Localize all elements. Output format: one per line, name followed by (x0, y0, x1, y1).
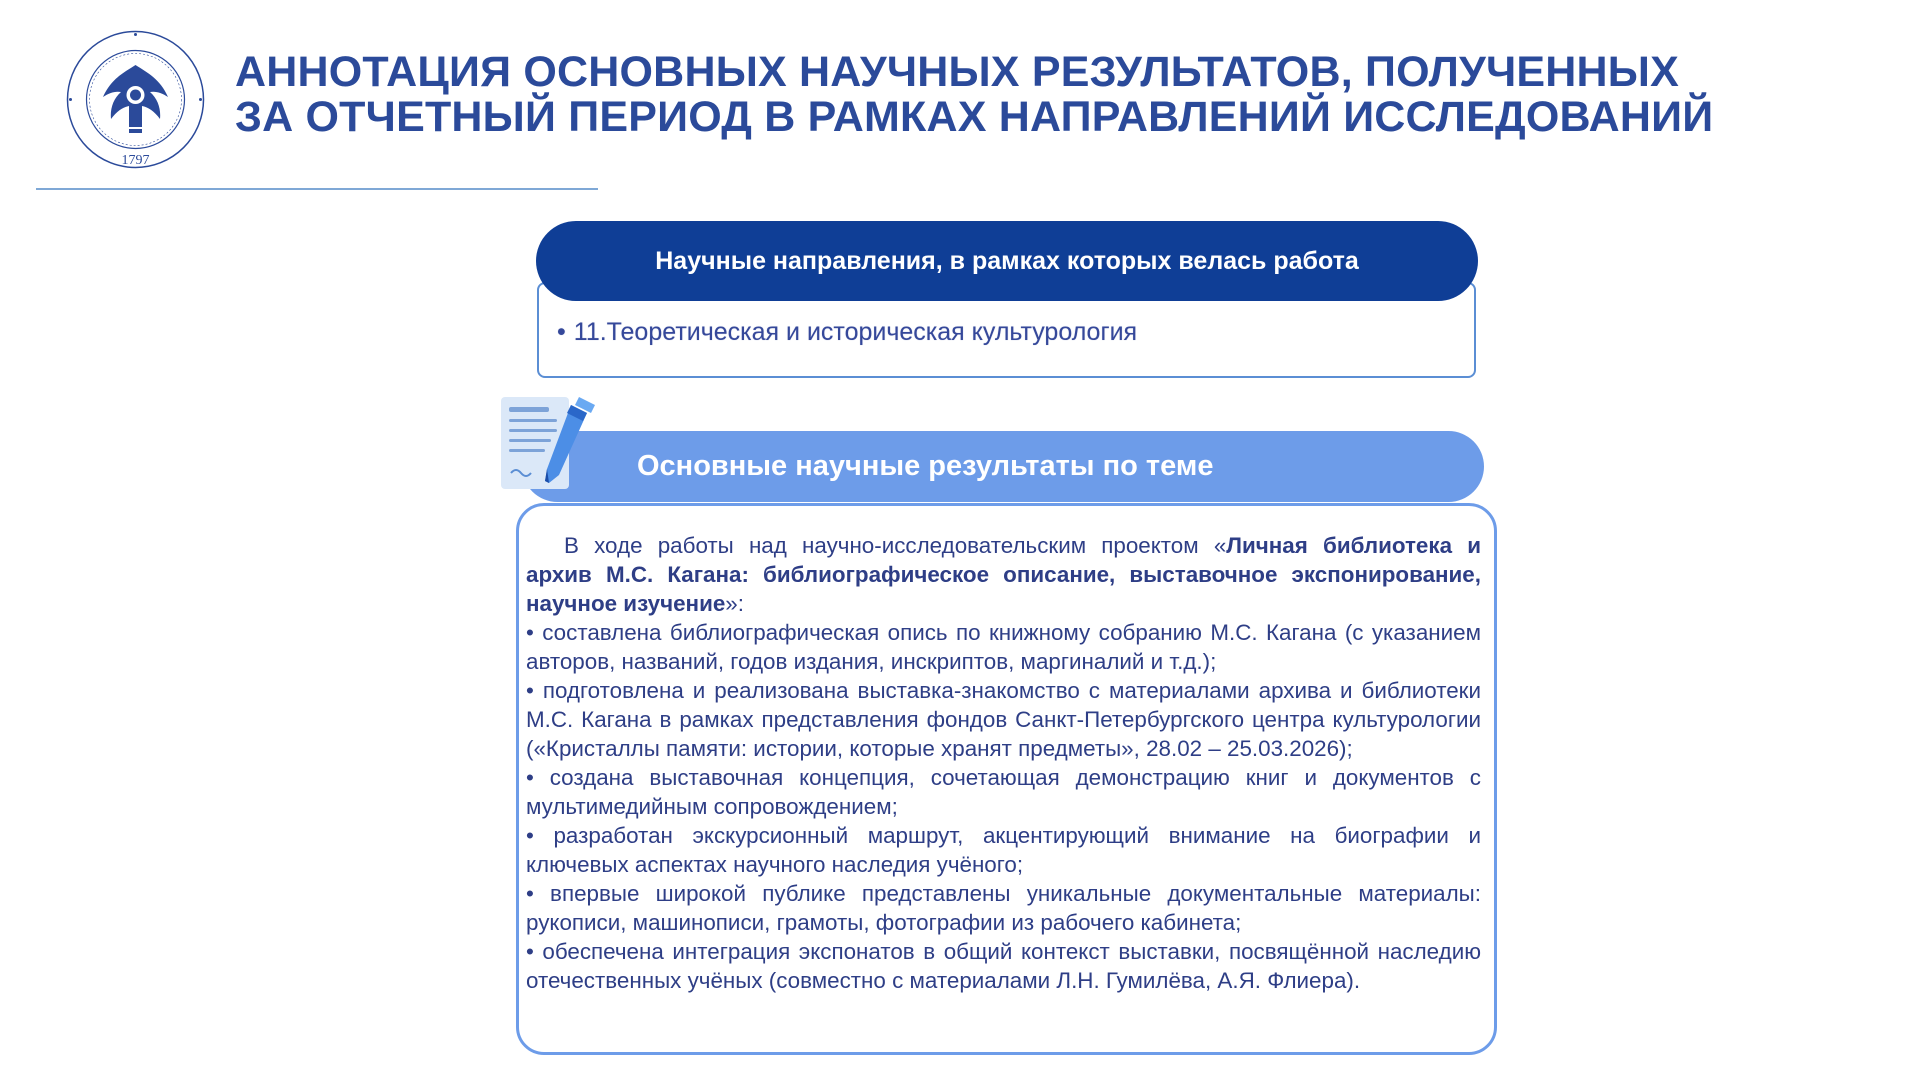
intro-text: В ходе работы над научно-исследовательским проектом « (564, 533, 1227, 558)
page-title-line-2: ЗА ОТЧЕТНЫЙ ПЕРИОД В РАМКАХ НАПРАВЛЕНИЙ ИССЛЕДОВАНИЙ (235, 93, 1714, 141)
results-list-item: • создана выставочная концепция, сочетающая демонстрацию книг и документов с мультимедийным сопровождением; (526, 765, 1481, 819)
directions-list-item (557, 318, 1137, 347)
title-divider (36, 188, 598, 190)
bullet: • (557, 318, 566, 346)
intro-tail: »: (725, 591, 744, 616)
page-title (235, 50, 1895, 140)
results-list-item: • обеспечена интеграция экспонатов в общий контекст выставки, посвящённой наследию отечественных учёных (совместно с материалами Л.Н. Гумилёва, А.Я. Флиера). (526, 939, 1481, 993)
results-intro (526, 531, 1481, 618)
directions-heading: Научные направления, в рамках которых велась работа (536, 221, 1478, 301)
document-pen-icon (499, 393, 601, 493)
project-name: Личная библиотека и архив М.С. Кагана: библиографическое описание, выставочное экспонирование, научное изучение (526, 533, 1481, 616)
logo-year: 1797 (121, 153, 150, 168)
results-text (526, 531, 1481, 995)
results-heading: Основные научные результаты по теме (522, 431, 1484, 502)
results-list-item: • подготовлена и реализована выставка-знакомство с материалами архива и библиотеки М.С. Кагана в рамках представления фондов Санкт-Петербургского центра культурологии («Кристаллы памяти: истории, которые хранят предметы», 28.02 – 25.03.2026); (526, 678, 1481, 761)
results-list-item: • впервые широкой публике представлены уникальные документальные материалы: рукописи, машинописи, грамоты, фотографии из рабочего кабинета; (526, 881, 1481, 935)
results-list-item: • разработан экскурсионный маршрут, акцентирующий внимание на биографии и ключевых аспектах научного наследия учёного; (526, 823, 1481, 877)
direction-label: 11.Теоретическая и историческая культурология (573, 318, 1138, 346)
page-title-line-1: АННОТАЦИЯ ОСНОВНЫХ НАУЧНЫХ РЕЗУЛЬТАТОВ, ПОЛУЧЕННЫХ (235, 48, 1679, 96)
results-list-item: • составлена библиографическая опись по книжному собранию М.С. Кагана (с указанием авторов, названий, годов издания, инскриптов, маргиналий и т.д.); (526, 620, 1481, 674)
university-seal-logo (63, 27, 208, 172)
